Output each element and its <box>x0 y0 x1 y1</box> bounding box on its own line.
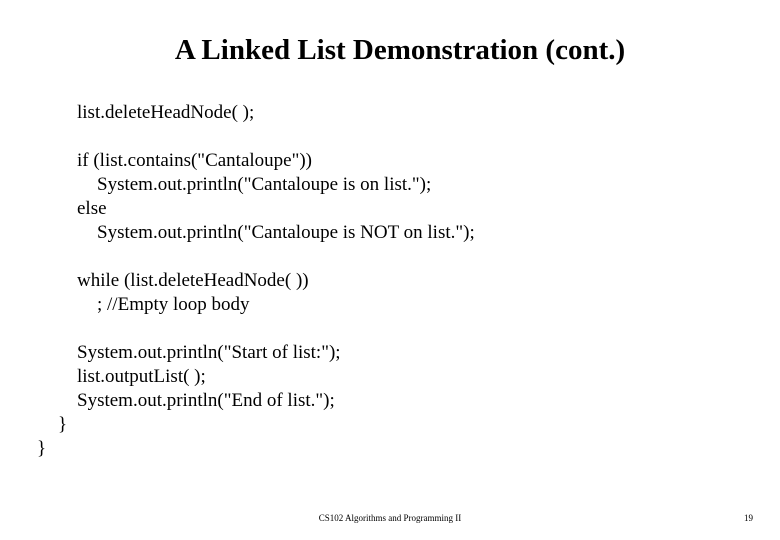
code-line-close-class: } <box>37 438 47 459</box>
page-number: 19 <box>744 513 753 523</box>
footer-course: CS102 Algorithms and Programming II <box>318 513 462 523</box>
slide-title: A Linked List Demonstration (cont.) <box>174 34 626 66</box>
code-line-output-list: list.outputList( ); <box>77 366 206 387</box>
code-line-print-not-on: System.out.println("Cantaloupe is NOT on list."); <box>97 222 475 243</box>
code-line-delete-first: list.deleteHeadNode( ); <box>77 102 255 123</box>
code-line-print-on: System.out.println("Cantaloupe is on list."); <box>97 174 432 195</box>
code-line-print-end: System.out.println("End of list."); <box>77 390 335 411</box>
code-line-empty-body: ; //Empty loop body <box>97 294 250 315</box>
code-line-if: if (list.contains("Cantaloupe")) <box>77 150 313 171</box>
code-line-close-method: } <box>58 414 68 435</box>
code-line-else: else <box>77 198 107 219</box>
code-line-print-start: System.out.println("Start of list:"); <box>77 342 341 363</box>
code-line-while: while (list.deleteHeadNode( )) <box>77 270 309 291</box>
